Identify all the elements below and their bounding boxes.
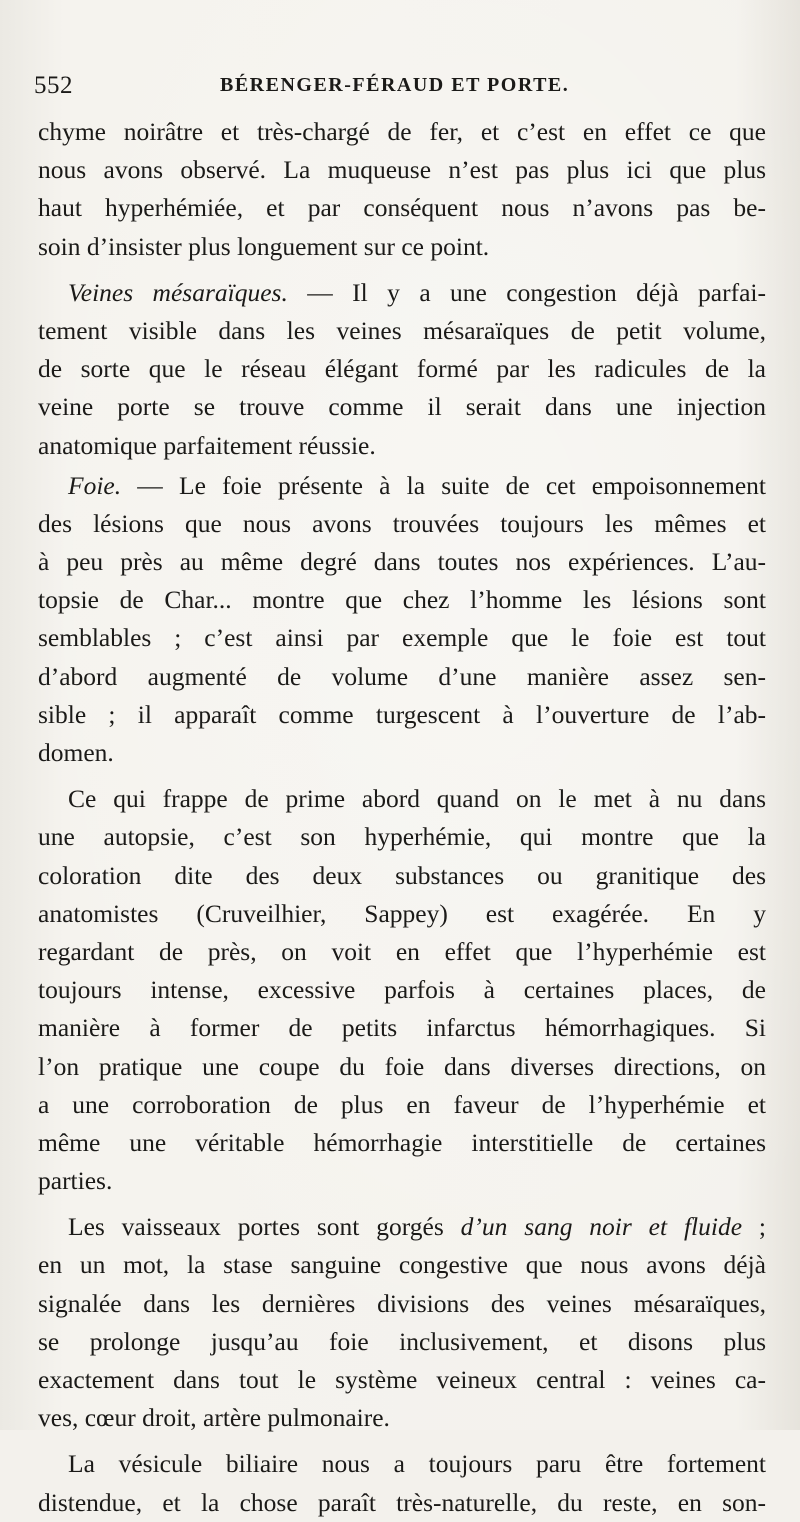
text-line: Ce qui frappe de prime abord quand on le met à nu dans bbox=[68, 784, 766, 814]
text-run: — Il y a une congestion déjà parfai- bbox=[287, 277, 766, 307]
section-heading: Foie. bbox=[68, 470, 122, 500]
text-line: à peu près au même degré dans toutes nos expériences. L’au- bbox=[38, 547, 766, 577]
body-text bbox=[38, 113, 766, 1522]
text-line: parties. bbox=[38, 1166, 113, 1196]
text-line: en un mot, la stase sanguine congestive que nous avons déjà bbox=[38, 1250, 766, 1280]
text-line: nous avons observé. La muqueuse n’est pas plus ici que plus bbox=[38, 155, 766, 185]
text-line: l’on pratique une coupe du foie dans diverses directions, on bbox=[38, 1051, 766, 1081]
text-line: tement visible dans les veines mésaraïques de petit volume, bbox=[38, 315, 766, 345]
text-line: anatomique parfaitement réussie. bbox=[38, 430, 376, 460]
text-line: distendue, et la chose paraît très-naturelle, du reste, en son- bbox=[38, 1487, 766, 1517]
text-line: haut hyperhémiée, et par conséquent nous n’avons pas be- bbox=[38, 193, 766, 223]
text-line: regardant de près, on voit en effet que l’hyperhémie est bbox=[38, 936, 766, 966]
text-line: une autopsie, c’est son hyperhémie, qui montre que la bbox=[38, 822, 766, 852]
paragraph-vesicule-biliaire bbox=[38, 1445, 766, 1521]
text-run: Les vaisseaux portes sont gorgés bbox=[68, 1212, 461, 1242]
running-head: BÉRENGER-FÉRAUD ET PORTE. bbox=[220, 74, 570, 96]
text-line: veine porte se trouve comme il serait dans une injection bbox=[38, 392, 766, 422]
text-line: ves, cœur droit, artère pulmonaire. bbox=[38, 1403, 390, 1433]
italic-phrase: d’un sang noir et fluide bbox=[460, 1212, 743, 1242]
text-line: domen. bbox=[38, 738, 114, 767]
text-line: se prolonge jusqu’au foie inclusivement, et disons plus bbox=[38, 1326, 766, 1356]
text-line: signalée dans les dernières divisions des veines mésaraïques, bbox=[38, 1288, 766, 1318]
text-line: anatomistes (Cruveilhier, Sappey) est exagérée. En y bbox=[38, 898, 766, 928]
text-line: coloration dite des deux substances ou granitique des bbox=[38, 860, 766, 890]
text-line: de sorte que le réseau élégant formé par les radicules de la bbox=[38, 354, 766, 384]
text-run: — Le foie présente à la suite de cet empoisonnement bbox=[121, 470, 766, 500]
page-header bbox=[34, 72, 774, 104]
text-line: La vésicule biliaire nous a toujours paru être fortement bbox=[68, 1449, 766, 1479]
text-line: manière à former de petits infarctus hémorrhagiques. Si bbox=[38, 1013, 766, 1043]
text-line: d’abord augmenté de volume d’une manière assez sen- bbox=[38, 661, 766, 691]
text-line: soin d’insister plus longuement sur ce point. bbox=[38, 231, 490, 261]
text-line: a une corroboration de plus en faveur de l’hyperhémie et bbox=[38, 1089, 766, 1119]
text-line: sible ; il apparaît comme turgescent à l’ouverture de l’ab- bbox=[38, 699, 766, 729]
text-line: des lésions que nous avons trouvées toujours les mêmes et bbox=[38, 508, 766, 538]
paragraph-veines-mesaraiques bbox=[38, 274, 766, 465]
text-line: topsie de Char... montre que chez l’homme les lésions sont bbox=[38, 585, 766, 615]
paragraph-hyperhemie bbox=[38, 780, 766, 1200]
page-number: 552 bbox=[34, 72, 73, 99]
paragraph-foie bbox=[38, 467, 766, 773]
text-line: semblables ; c’est ainsi par exemple que le foie est tout bbox=[38, 623, 766, 653]
text-line: même une véritable hémorrhagie interstitielle de certaines bbox=[38, 1127, 766, 1157]
text-line: chyme noirâtre et très-chargé de fer, et c’est en effet ce que bbox=[38, 117, 766, 146]
text-line: exactement dans tout le système veineux central : veines ca- bbox=[38, 1365, 766, 1394]
section-heading: Veines mésaraïques. bbox=[68, 277, 288, 307]
text-line bbox=[38, 1208, 766, 1246]
paragraph-vaisseaux-portes bbox=[38, 1208, 766, 1437]
text-line: toujours intense, excessive parfois à certaines places, de bbox=[38, 975, 766, 1005]
text-run: ; bbox=[742, 1212, 766, 1242]
text-line bbox=[38, 274, 766, 312]
paragraph-chyme bbox=[38, 113, 766, 266]
text-line bbox=[38, 467, 766, 505]
